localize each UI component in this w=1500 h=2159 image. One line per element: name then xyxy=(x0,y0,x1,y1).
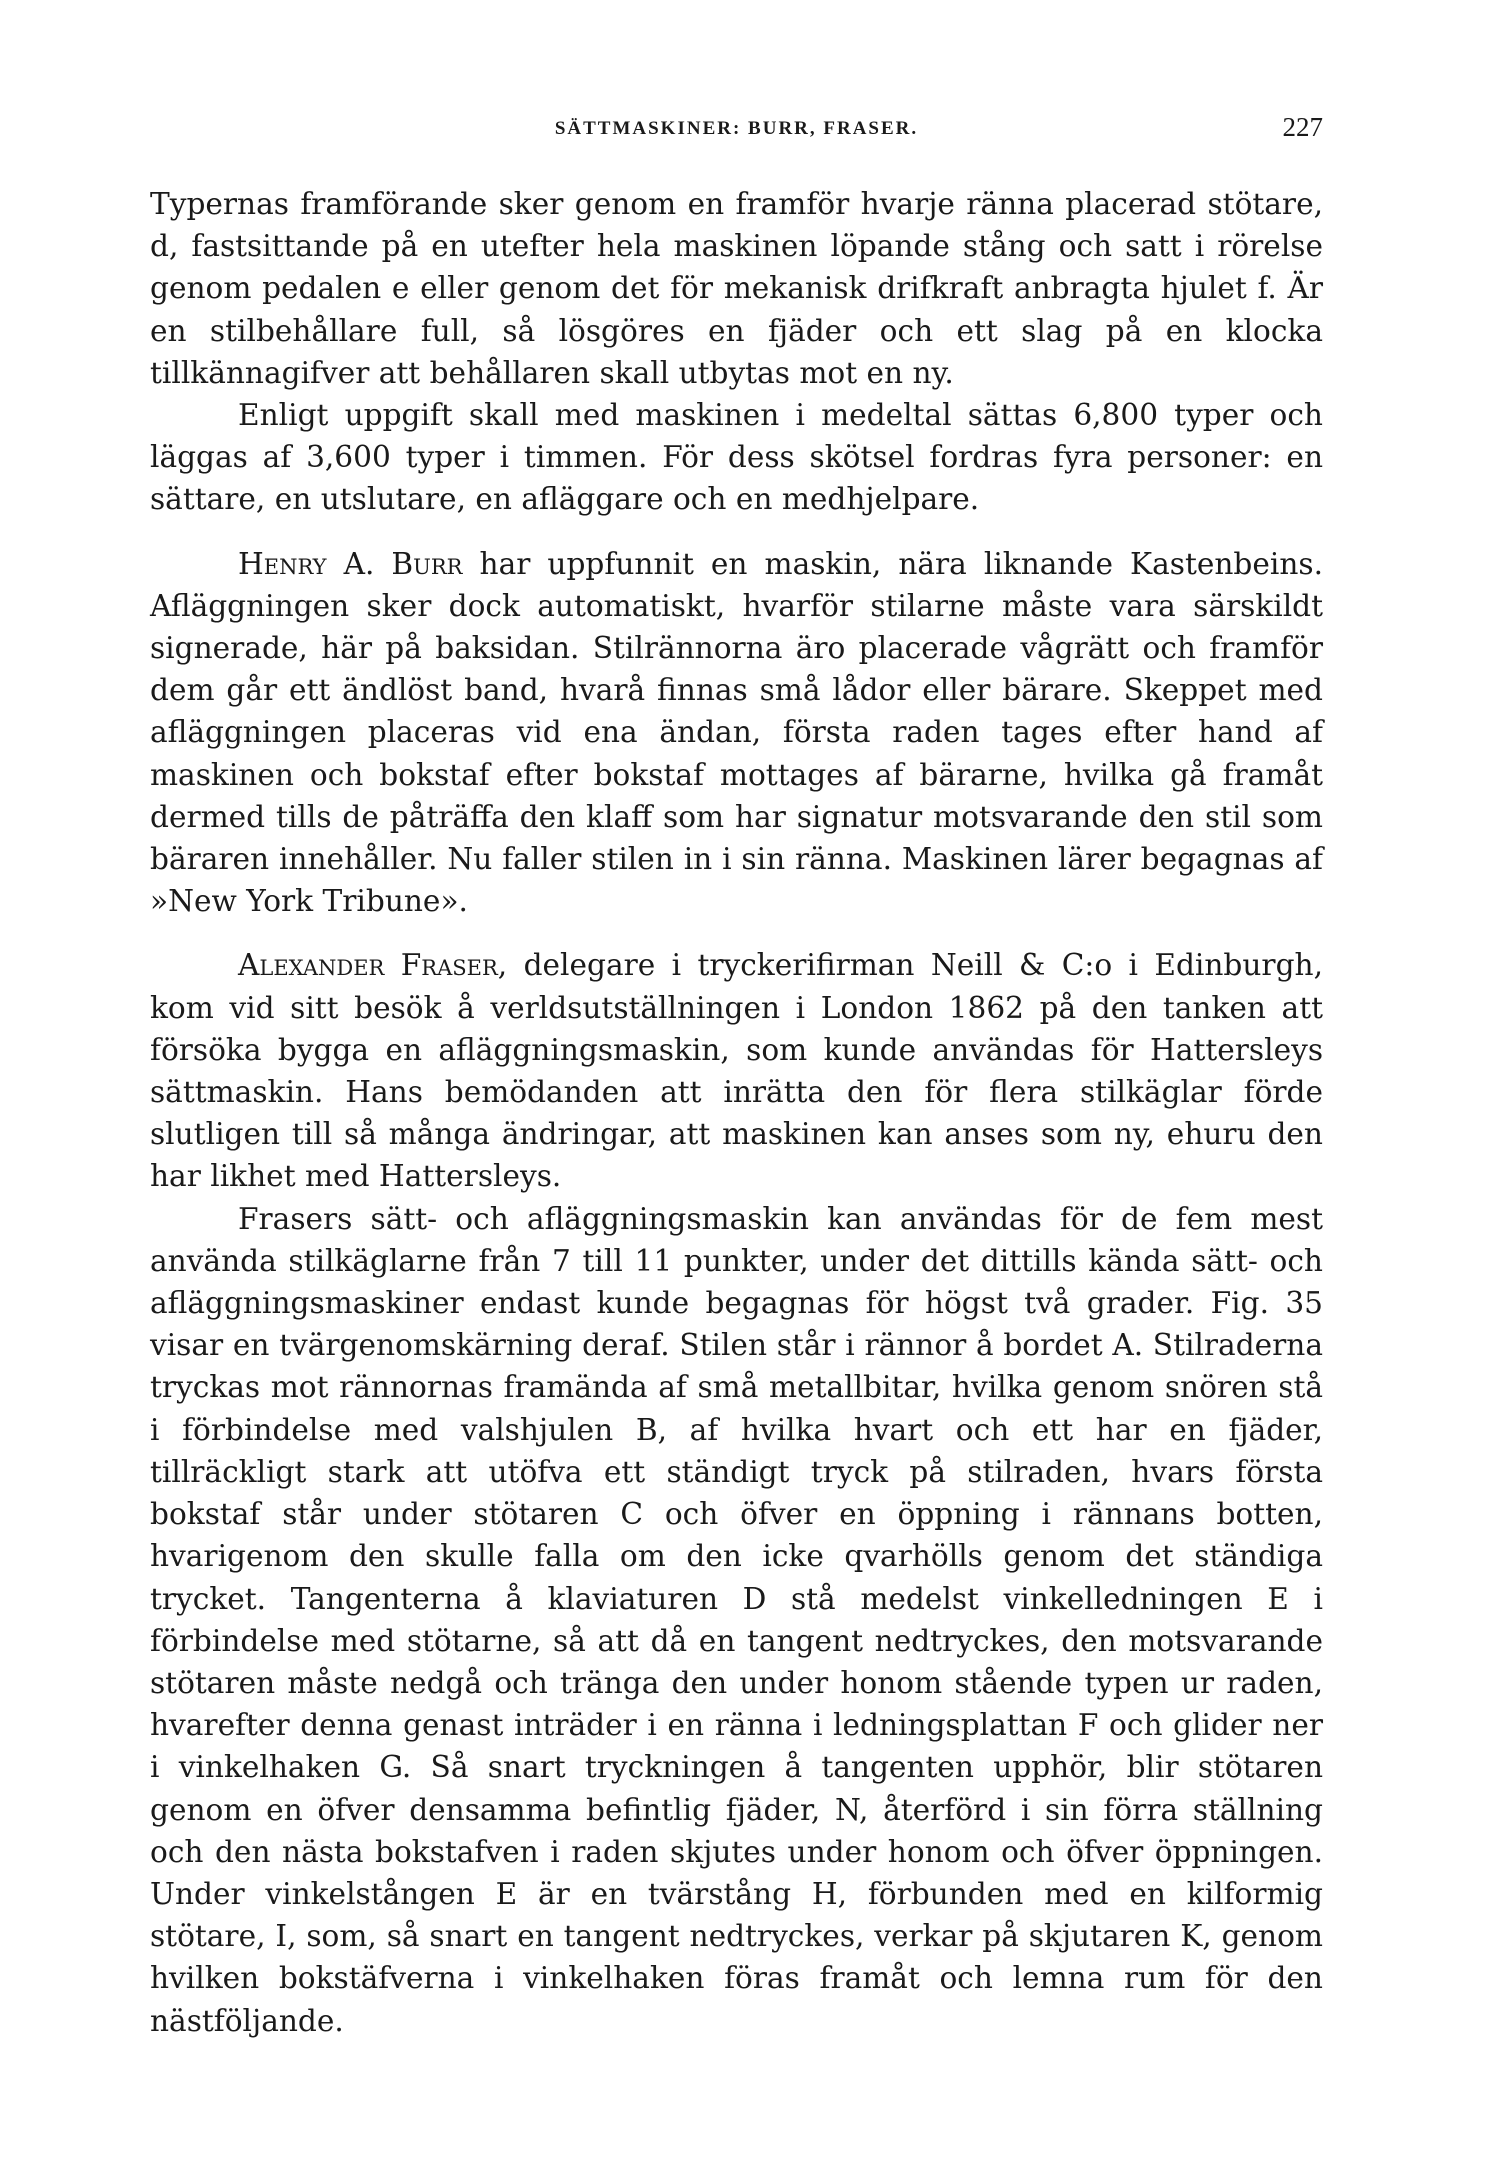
paragraph-2: Enligt uppgift skall med maskinen i medeltal sättas 6,800 typer och läggas af 3,600 typer i timmen. För dess skötsel fordras fyra personer: en sättare, en utslutare, en afläggare och en medhjelpare. xyxy=(150,398,1323,517)
page-number: 227 xyxy=(1282,112,1323,142)
paragraph-3 xyxy=(150,543,1323,923)
paragraph-3-text: har uppfunnit en maskin, nära liknande Kastenbeins. Afläggningen sker dock automatiskt, hvarför stilarne måste vara särskildt signerade, här på baksidan. Stilrännorna äro placerade vågrätt och framför dem går ett ändlöst band, hvarå finnas små lådor eller bärare. Skeppet med afläggningen placeras vid ena ändan, första raden tages efter hand af maskinen och bokstaf efter bokstaf mottages af bärarne, hvilka gå framåt dermed tills de påträffa den klaff som har signatur motsvarande den stil som bäraren innehåller. Nu faller stilen in i sin ränna. Maskinen lärer begagnas af »New York Tribune». xyxy=(150,546,1323,919)
running-head: SÄTTMASKINER: BURR, FRASER. xyxy=(554,118,919,139)
paragraph-4-text: delegare i tryckerifirman Neill & C:o i Edinburgh, kom vid sitt besök å verldsutställningen i London 1862 på den tanken att försöka bygga en afläggningsmaskin, som kunde användas för Hattersleys sättmaskin. Hans bemödanden att inrätta den för flera stilkäglar förde slutligen till så många ändringar, att maskinen kan anses som ny, ehuru den har likhet med Hattersleys. xyxy=(150,948,1323,1194)
paragraph-1: Typernas framförande sker genom en framför hvarje ränna placerad stötare, d, fastsittande på en utefter hela maskinen löpande stång och satt i rörelse genom pedalen e eller genom det för mekanisk drifkraft anbragta hjulet f. Är en stilbehållare full, så lösgöres en fjäder och ett slag på en klocka tillkännagifver att behållaren skall utbytas mot en ny. xyxy=(150,187,1323,390)
person-name-fraser: Alexander Fraser, xyxy=(238,948,508,983)
page-body xyxy=(150,183,1323,2042)
paragraph-5: Frasers sätt- och afläggningsmaskin kan användas för de fem mest använda stilkäglarne från 7 till 11 punkter, under det dittills kända sätt- och afläggningsmaskiner endast kunde begagnas för högst två grader. Fig. 35 visar en tvärgenomskärning deraf. Stilen står i rännor å bordet A. Stilraderna tryckas mot rännornas framända af små metallbitar, hvilka genom snören stå i förbindelse med valshjulen B, af hvilka hvart och ett har en fjäder, tillräckligt stark att utöfva ett ständigt tryck på stilraden, hvars första bokstaf står under stötaren C och öfver en öppning i rännans botten, hvarigenom den skulle falla om den icke qvarhölls genom det ständiga trycket. Tangenterna å klaviaturen D stå medelst vinkelledningen E i förbindelse med stötarne, så att då en tangent nedtryckes, den motsvarande stötaren måste nedgå och tränga den under honom stående typen ur raden, hvarefter denna genast inträder i en ränna i ledningsplattan F och glider ner i vinkelhaken G. Så snart tryckningen å tangenten upphör, blir stötaren genom en öfver densamma befintlig fjäder, N, återförd i sin förra ställning och den nästa bokstafven i raden skjutes under honom och öfver öppningen. Under vinkelstången E är en tvärstång H, förbunden med en kilformig stötare, I, som, så snart en tangent nedtryckes, verkar på skjutaren K, genom hvilken bokstäfverna i vinkelhaken föras framåt och lemna rum för den nästföljande. xyxy=(150,1201,1323,2038)
person-name-burr: Henry A. Burr xyxy=(238,546,463,581)
paragraph-4 xyxy=(150,944,1323,1197)
page-header xyxy=(150,112,1323,152)
